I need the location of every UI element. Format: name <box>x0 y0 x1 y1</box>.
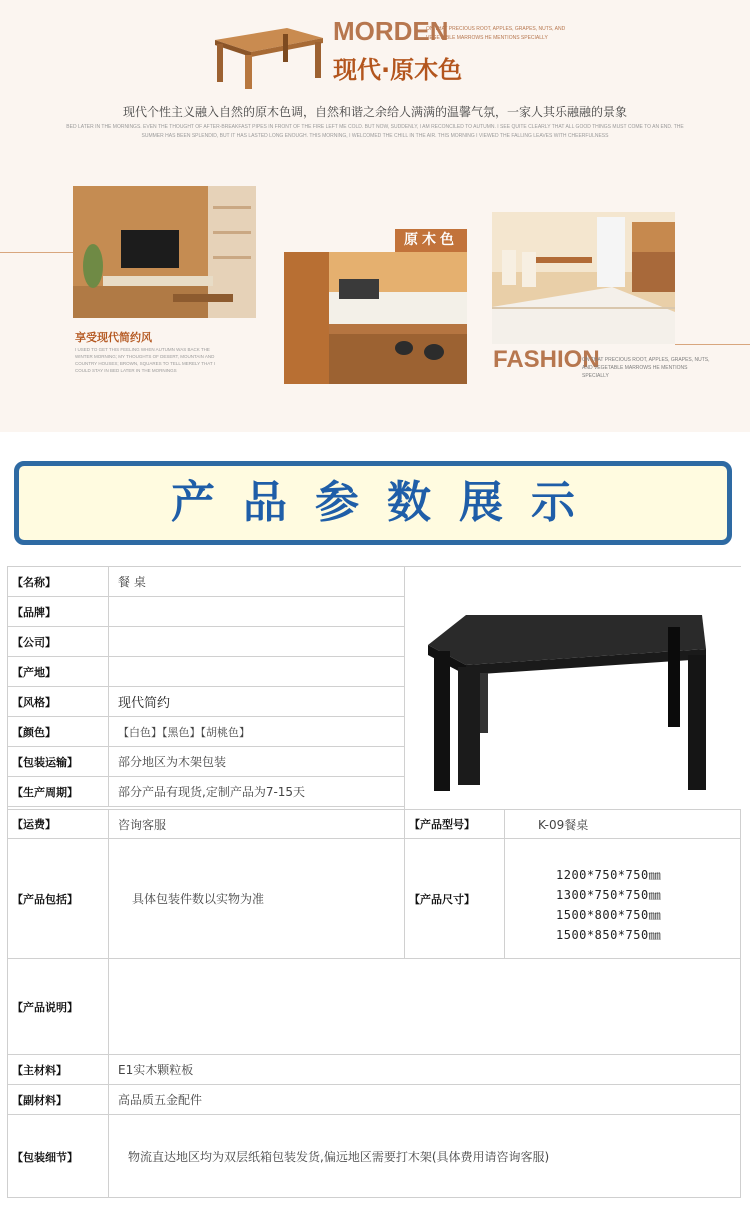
spec-value: 现代简约 <box>118 696 171 711</box>
product-params-banner <box>14 461 732 545</box>
spec-row-packing-details <box>8 1115 740 1198</box>
hero-section <box>0 0 750 432</box>
brand-subtitle: 现代·原木色 <box>333 56 463 84</box>
spec-row-origin <box>8 657 404 687</box>
modern-style-caption: 享受现代简约风 <box>75 331 152 344</box>
spec-label: 【风格】 <box>8 687 109 716</box>
size-item: 1200*750*750㎜ <box>556 868 662 882</box>
spec-label: 【主材料】 <box>8 1055 109 1084</box>
spec-label: 【名称】 <box>8 567 109 596</box>
spec-value: E1实木颗粒板 <box>118 1063 194 1077</box>
spec-value: 部分地区为木架包装 <box>118 755 227 769</box>
spec-row-brand <box>8 597 404 627</box>
size-item: 1500*850*750㎜ <box>556 928 662 942</box>
size-item: 1500*800*750㎜ <box>556 908 662 922</box>
spec-row-color <box>8 717 404 747</box>
spec-value: 部分产品有现货,定制产品为7-15天 <box>118 785 306 799</box>
spec-row-lead-time <box>8 777 404 807</box>
spec-value: 【白色】【黑色】【胡桃色】 <box>118 725 250 739</box>
dining-room-photo <box>492 212 675 344</box>
wooden-table-image <box>205 20 325 90</box>
spec-label: 【产地】 <box>8 657 109 686</box>
spec-label: 【颜色】 <box>8 717 109 746</box>
spec-row-name <box>8 567 404 597</box>
spec-value: 具体包装件数以实物为准 <box>132 892 265 906</box>
spec-row-main-material <box>8 1055 740 1085</box>
spec-label: 【产品说明】 <box>8 959 109 1054</box>
spec-label: 【副材料】 <box>8 1085 109 1114</box>
product-image <box>406 567 741 809</box>
spec-table <box>7 566 741 1198</box>
brand-tagline: ON THAT PRECIOUS ROOT, APPLES, GRAPES, NUTS, AND VEGETABLE MARROWS HE MENTIONS SPECIALLY <box>426 26 566 41</box>
spec-row-style <box>8 687 404 717</box>
spec-row-shipping <box>8 747 404 777</box>
model-value: K-09餐桌 <box>538 817 589 832</box>
wood-color-label: 原木色 <box>395 229 467 252</box>
divider-line <box>675 344 750 345</box>
fashion-tagline: ON THAT PRECIOUS ROOT, APPLES, GRAPES, NUTS, AND VEGETABLE MARROWS HE MENTIONS SPECIALLY <box>582 357 710 379</box>
spec-row-description <box>8 959 740 1055</box>
spec-value: 高品质五金配件 <box>118 1093 203 1107</box>
brand-title: MORDEN <box>333 16 449 46</box>
divider-line <box>0 252 73 253</box>
study-room-photo <box>284 252 467 384</box>
spec-value: 物流直达地区均为双层纸箱包装发货,偏远地区需要打木架(具体费用请咨询客服) <box>128 1150 550 1164</box>
spec-row-freight <box>8 809 740 839</box>
spec-label: 【生产周期】 <box>8 777 109 806</box>
size-list <box>556 865 661 945</box>
size-label: 【产品尺寸】 <box>409 892 475 906</box>
spec-label: 【运费】 <box>8 810 109 838</box>
spec-label: 【公司】 <box>8 627 109 656</box>
banner-title: 产品参数展示 <box>171 477 603 528</box>
spec-label: 【包装运输】 <box>8 747 109 776</box>
spec-label: 【包装细节】 <box>8 1115 109 1198</box>
modern-style-caption-english: I USED TO GET THIS FEELING WHEN AUTUMN WAS BACK THE WINTER MORNING; MY THOUGHTS OF DESERT, MOUNTAIN AND COUNTRY HOUSES; BROWN, SQUARES TO TELL MERELY THAT I COULD STAY IN BED LATER IN THE MORNINGS <box>75 347 216 373</box>
model-label: 【产品型号】 <box>405 810 505 838</box>
living-room-photo <box>73 186 256 318</box>
spec-label: 【品牌】 <box>8 597 109 626</box>
spec-row-secondary-material <box>8 1085 740 1115</box>
hero-intro: 现代个性主义融入自然的原木色调，自然和谐之余给人满满的温馨气氛，一家人其乐融融的景象 <box>122 105 627 119</box>
spec-value: 咨询客服 <box>118 817 167 832</box>
spec-value: 餐 桌 <box>118 575 146 589</box>
spec-row-company <box>8 627 404 657</box>
hero-intro-english: BED LATER IN THE MORNINGS. EVEN THE THOUGHT OF AFTER-BREAKFAST PIPES IN FRONT OF THE FIRE LEFT ME COLD. BUT NOW, SUDDENLY, I AM RECONCILED TO AUTUMN. I SEE QUITE CLEARLY THAT ALL GOOD THINGS MUST COME TO AN END. THE SUMMER HAS BEEN SPLENDID, BUT IT HAS LASTED LONG ENOUGH. THIS MORNING, I WELCOMED THE CHILL IN THE AIR. THIS MORNING I VIEWED THE FALLING LEAVES WITH CHEERFULNESS <box>66 124 684 139</box>
fashion-title: FASHION <box>493 346 600 373</box>
spec-label: 【产品包括】 <box>8 839 109 958</box>
size-item: 1300*750*750㎜ <box>556 888 662 902</box>
